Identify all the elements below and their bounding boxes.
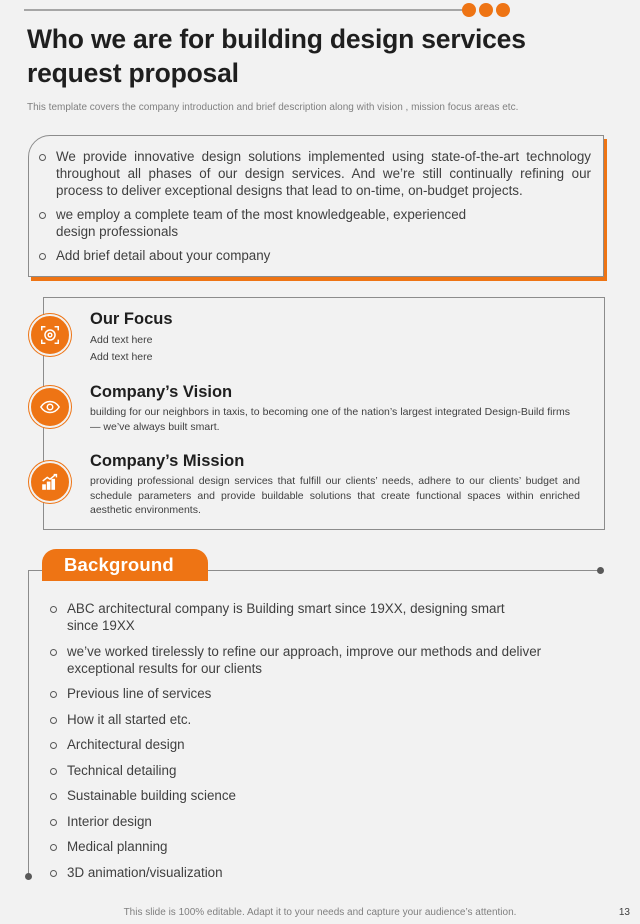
vision-heading: Company’s Vision <box>90 383 233 401</box>
vision-section <box>90 382 570 434</box>
page-subtitle: This template covers the company introduction and brief description along with vision , mission focus areas etc. <box>27 102 519 113</box>
focus-heading: Our Focus <box>90 310 173 328</box>
dot-1 <box>462 3 476 17</box>
focus-line-1: Add text here <box>90 334 153 346</box>
dot-3 <box>496 3 510 17</box>
line-end-dot <box>597 567 604 574</box>
intro-box <box>28 135 604 277</box>
list-item: Interior design <box>50 813 590 830</box>
background-heading: Background <box>42 549 208 581</box>
line-end-dot <box>25 873 32 880</box>
mission-section <box>90 451 580 518</box>
list-item: 3D animation/visualization <box>50 864 590 881</box>
focus-section <box>90 309 590 364</box>
list-item: Previous line of services <box>50 685 590 702</box>
background-vertical-line <box>28 570 29 877</box>
list-item: Medical planning <box>50 838 590 855</box>
background-list <box>50 600 590 889</box>
footer-text: This slide is 100% editable. Adapt it to your needs and capture your audience’s attention. <box>123 907 517 918</box>
page-title: Who we are for building design services request proposal <box>27 24 526 88</box>
mission-heading: Company’s Mission <box>90 452 245 470</box>
intro-list <box>39 148 591 264</box>
background-left-connector <box>28 570 42 571</box>
growth-chart-icon <box>29 461 71 503</box>
list-item: Add brief detail about your company <box>39 247 591 264</box>
page-number: 13 <box>618 907 630 918</box>
dot-2 <box>479 3 493 17</box>
target-icon <box>29 314 71 356</box>
decorative-dots <box>462 3 510 17</box>
mission-text: providing professional design services that fulfill our clients’ needs, adhere to our clients’ budget and schedule parameters and provide buildable solutions that create functional spaces within enriched aesthetic environments. <box>90 475 580 516</box>
list-item: Architectural design <box>50 736 590 753</box>
list-item: we’ve worked tirelessly to refine our approach, improve our methods and deliver exceptional results for our clients <box>50 643 590 677</box>
list-item: ABC architectural company is Building smart since 19XX, designing smart since 19XX <box>50 600 530 634</box>
list-item: How it all started etc. <box>50 711 590 728</box>
vision-text: building for our neighbors in taxis, to becoming one of the nation’s largest integrated Design-Build firms — we’ve always built smart. <box>90 406 570 433</box>
list-item: We provide innovative design solutions implemented using state-of-the-art technology throughout all phases of our design services. And we’re still continually refining our process to deliver exceptional designs that lead to on-time, on-budget projects. <box>39 148 591 199</box>
list-item: we employ a complete team of the most knowledgeable, experienced design professionals <box>39 206 509 240</box>
background-top-line <box>208 570 600 571</box>
eye-icon <box>29 386 71 428</box>
list-item: Technical detailing <box>50 762 590 779</box>
top-divider-line <box>24 9 464 11</box>
focus-line-2: Add text here <box>90 350 153 363</box>
list-item: Sustainable building science <box>50 787 590 804</box>
